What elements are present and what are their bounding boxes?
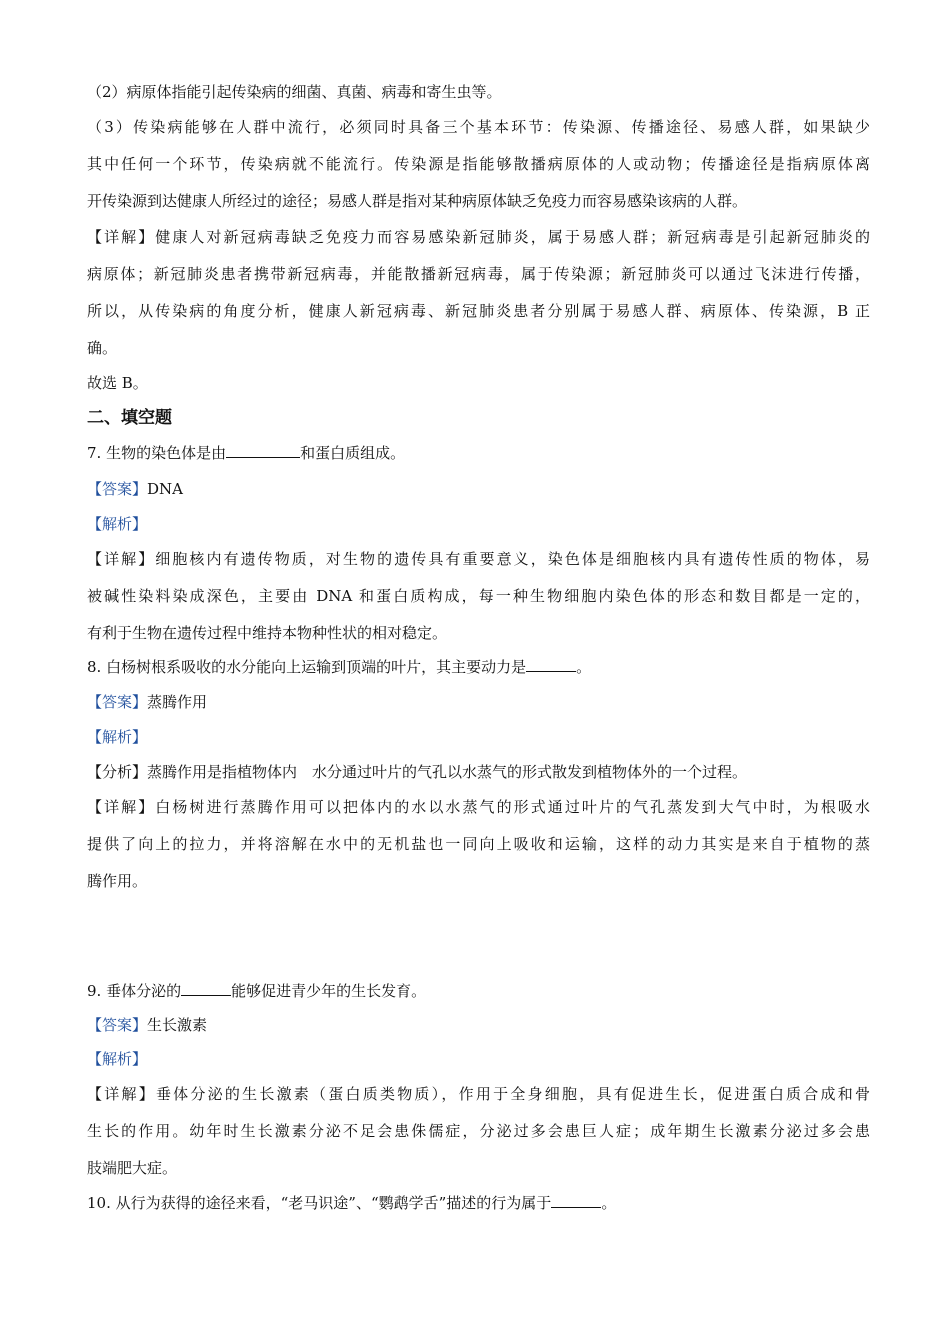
q6-choice: 故选 B。 bbox=[87, 374, 148, 392]
q9-detail-text-1: 垂体分泌的生长激素（蛋白质类物质），作用于全身细胞，具有促进生长，促进蛋白质合成和骨 bbox=[155, 1085, 870, 1103]
section-title: 二、填空题 bbox=[87, 408, 172, 428]
q8-analysis-tag: 【解析】 bbox=[87, 728, 148, 746]
detail-tag: 【详解】 bbox=[87, 228, 156, 246]
q7-detail-line-1 bbox=[87, 548, 870, 570]
q9-detail-line-3: 肢端肥大症。 bbox=[87, 1159, 178, 1177]
note-pathogen: （2）病原体指能引起传染病的细菌、真菌、病毒和寄生虫等。 bbox=[87, 83, 502, 101]
q8-answer-text: 蒸腾作用 bbox=[147, 693, 208, 711]
q8-stem-b: 。 bbox=[576, 658, 592, 676]
q9-blank bbox=[181, 980, 231, 996]
detail-tag: 【详解】 bbox=[87, 1085, 156, 1103]
q8-answer bbox=[87, 691, 207, 713]
analysis-tag: 【分析】 bbox=[87, 763, 148, 781]
q6-detail-text-1: 健康人对新冠病毒缺乏免疫力而容易感染新冠肺炎，属于易感人群；新冠病毒是引起新冠肺炎的 bbox=[155, 228, 870, 246]
answer-tag: 【答案】 bbox=[87, 1016, 148, 1034]
q9-detail-line-1 bbox=[87, 1083, 870, 1105]
q7-stem-a: 7. 生物的染色体是由 bbox=[87, 444, 227, 462]
detail-tag: 【详解】 bbox=[87, 550, 156, 568]
q6-detail-line-4: 确。 bbox=[87, 339, 118, 357]
q10-stem-a: 10. 从行为获得的途径来看，“老马识途”、“鹦鹉学舌”描述的行为属于 bbox=[87, 1194, 552, 1212]
q8-analysis-text: 蒸腾作用是指植物体内 水分通过叶片的气孔以水蒸气的形式散发到植物体外的一个过程。 bbox=[147, 763, 748, 781]
q7-detail-text-1: 细胞核内有遗传物质，对生物的遗传具有重要意义，染色体是细胞核内具有遗传性质的物体，易 bbox=[155, 550, 870, 568]
q7-analysis-tag: 【解析】 bbox=[87, 515, 148, 533]
q9-analysis-tag: 【解析】 bbox=[87, 1050, 148, 1068]
q7-answer bbox=[87, 478, 183, 500]
q8-analysis-line bbox=[87, 761, 747, 783]
q10-blank bbox=[551, 1192, 601, 1208]
q10-stem-b: 。 bbox=[601, 1194, 617, 1212]
note-links-line-2: 其中任何一个环节，传染病就不能流行。传染源是指能够散播病原体的人或动物；传播途径是指病原体离 bbox=[87, 155, 870, 173]
q9-stem bbox=[87, 980, 426, 1002]
q6-detail-line-3: 所以，从传染病的角度分析，健康人新冠病毒、新冠肺炎患者分别属于易感人群、病原体、传染源，B 正 bbox=[87, 302, 870, 320]
q7-answer-text: DNA bbox=[147, 480, 183, 498]
q8-detail-line-2: 提供了向上的拉力，并将溶解在水中的无机盐也一同向上吸收和运输，这样的动力其实是来自于植物的蒸 bbox=[87, 835, 870, 853]
q8-blank bbox=[526, 656, 576, 672]
q6-detail-line-2: 病原体；新冠肺炎患者携带新冠病毒，并能散播新冠病毒，属于传染源；新冠肺炎可以通过飞沫进行传播， bbox=[87, 265, 870, 283]
detail-tag: 【详解】 bbox=[87, 798, 156, 816]
q8-stem-a: 8. 白杨树根系吸收的水分能向上运输到顶端的叶片，其主要动力是 bbox=[87, 658, 527, 676]
q9-detail-line-2: 生长的作用。幼年时生长激素分泌不足会患侏儒症，分泌过多会患巨人症；成年期生长激素分泌过多会患 bbox=[87, 1122, 870, 1140]
q8-detail-line-3: 腾作用。 bbox=[87, 872, 148, 890]
q9-stem-a: 9. 垂体分泌的 bbox=[87, 982, 182, 1000]
q10-stem bbox=[87, 1192, 616, 1214]
answer-tag: 【答案】 bbox=[87, 693, 148, 711]
q7-blank bbox=[226, 442, 300, 458]
q7-stem-b: 和蛋白质组成。 bbox=[300, 444, 406, 462]
answer-tag: 【答案】 bbox=[87, 480, 148, 498]
q8-detail-line-1 bbox=[87, 796, 870, 818]
q9-answer bbox=[87, 1014, 207, 1036]
note-links-line-1: （3）传染病能够在人群中流行，必须同时具备三个基本环节：传染源、传播途径、易感人群，如果缺少 bbox=[87, 118, 870, 136]
q8-stem bbox=[87, 656, 591, 678]
q9-stem-b: 能够促进青少年的生长发育。 bbox=[231, 982, 427, 1000]
q6-detail-line-1 bbox=[87, 226, 870, 248]
q7-detail-line-2: 被碱性染料染成深色，主要由 DNA 和蛋白质构成，每一种生物细胞内染色体的形态和数目都是一定的， bbox=[87, 587, 870, 605]
note-links-line-3: 开传染源到达健康人所经过的途径；易感人群是指对某种病原体缺乏免疫力而容易感染该病的人群。 bbox=[87, 192, 748, 210]
q7-detail-line-3: 有利于生物在遗传过程中维持本物种性状的相对稳定。 bbox=[87, 624, 448, 642]
q8-detail-text-1: 白杨树进行蒸腾作用可以把体内的水以水蒸气的形式通过叶片的气孔蒸发到大气中时，为根吸水 bbox=[155, 798, 870, 816]
q9-answer-text: 生长激素 bbox=[147, 1016, 208, 1034]
q7-stem bbox=[87, 442, 405, 464]
